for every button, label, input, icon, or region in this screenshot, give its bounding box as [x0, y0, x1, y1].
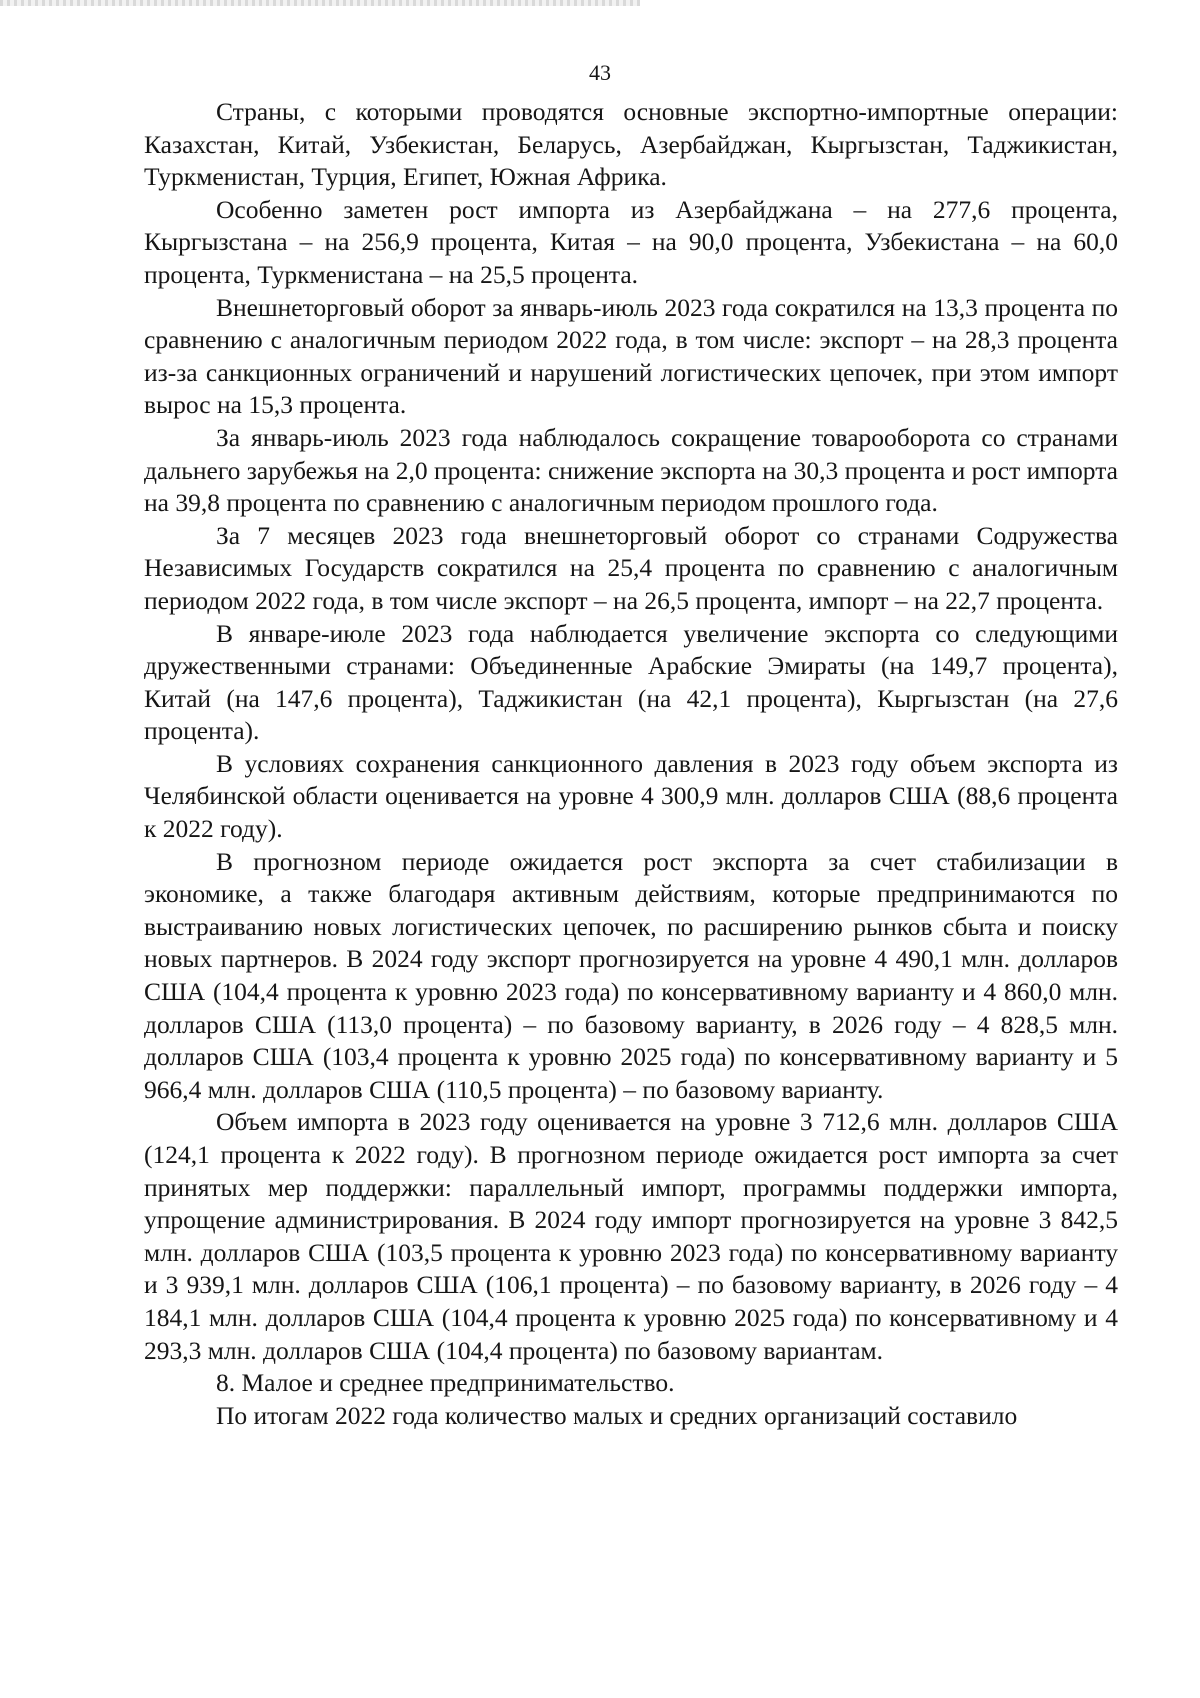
paragraph-friendly-countries-export: В январе-июле 2023 года наблюдается увеличение экспорта со следующими дружественными странами: Объединенные Арабские Эмираты (на 149,7 процента), Китай (на 147,6 процента), Таджикистан (на 42,1 процента), Кыргызстан (на 27,6 процента). [144, 618, 1118, 746]
section-heading-small-business: 8. Малое и среднее предпринимательство. [216, 1368, 675, 1398]
paragraph-export-estimate: В условиях сохранения санкционного давления в 2023 году объем экспорта из Челябинской области оценивается на уровне 4 300,9 млн. долларов США (88,6 процента к 2022 году). [144, 748, 1118, 844]
page-number: 43 [589, 60, 611, 85]
paragraph-export-forecast: В прогнозном периоде ожидается рост экспорта за счет стабилизации в экономике, а также благодаря активным действиям, которые предпринимаются по выстраиванию новых логистических цепочек, по расширению рынков сбыта и поиску новых партнеров. В 2024 году экспорт прогнозируется на уровне 4 490,1 млн. долларов США (104,4 процента к уровню 2023 года) по консервативному варианту и 4 860,0 млн. долларов США (113,0 процента) – по базовому варианту, в 2026 году – 4 828,5 млн. долларов США (103,4 процента к уровню 2025 года) по консервативному варианту и 5 966,4 млн. долларов США (110,5 процента) – по базовому варианту. [144, 846, 1118, 1104]
paragraph-import-forecast: Объем импорта в 2023 году оценивается на уровне 3 712,6 млн. долларов США (124,1 процента к 2022 году). В прогнозном периоде ожидается рост импорта за счет принятых мер поддержки: параллельный импорт, программы поддержки импорта, упрощение администрирования. В 2024 году импорт прогнозируется на уровне 3 842,5 млн. долларов США (103,5 процента к уровню 2023 года) по консервативному варианту и 3 939,1 млн. долларов США (106,1 процента) – по базовому варианту, в 2026 году – 4 184,1 млн. долларов США (104,4 процента к уровню 2025 года) по консервативному и 4 293,3 млн. долларов США (104,4 процента) по базовому вариантам. [144, 1107, 1118, 1365]
document-body [144, 96, 1118, 1432]
paragraph-cis-trade: За 7 месяцев 2023 года внешнеторговый оборот со странами Содружества Независимых Государств сократился на 25,4 процента по сравнению с аналогичным периодом 2022 года, в том числе экспорт – на 26,5 процента, импорт – на 22,7 процента. [144, 520, 1118, 615]
paragraph-trade-partners: Страны, с которыми проводятся основные экспортно-импортные операции: Казахстан, Китай, Узбекистан, Беларусь, Азербайджан, Кыргызстан, Таджикистан, Туркменистан, Турция, Египет, Южная Африка. [144, 97, 1118, 192]
paragraph-small-business-count: По итогам 2022 года количество малых и средних организаций составило [216, 1400, 1018, 1430]
paragraph-far-abroad-trade: За январь-июль 2023 года наблюдалось сокращение товарооборота со странами дальнего зарубежья на 2,0 процента: снижение экспорта на 30,3 процента и рост импорта на 39,8 процента по сравнению с аналогичным периодом прошлого года. [144, 422, 1118, 518]
scan-edge-artifact [0, 0, 640, 6]
paragraph-foreign-trade-turnover: Внешнеторговый оборот за январь-июль 2023 года сократился на 13,3 процента по сравнению с аналогичным периодом 2022 года, в том числе: экспорт – на 28,3 процента из-за санкционных ограничений и нарушений логистических цепочек, при этом импорт вырос на 15,3 процента. [144, 292, 1118, 420]
paragraph-import-growth: Особенно заметен рост импорта из Азербайджана – на 277,6 процента, Кыргызстана – на 256,9 процента, Китая – на 90,0 процента, Узбекистана – на 60,0 процента, Туркменистана – на 25,5 процента. [144, 194, 1118, 289]
